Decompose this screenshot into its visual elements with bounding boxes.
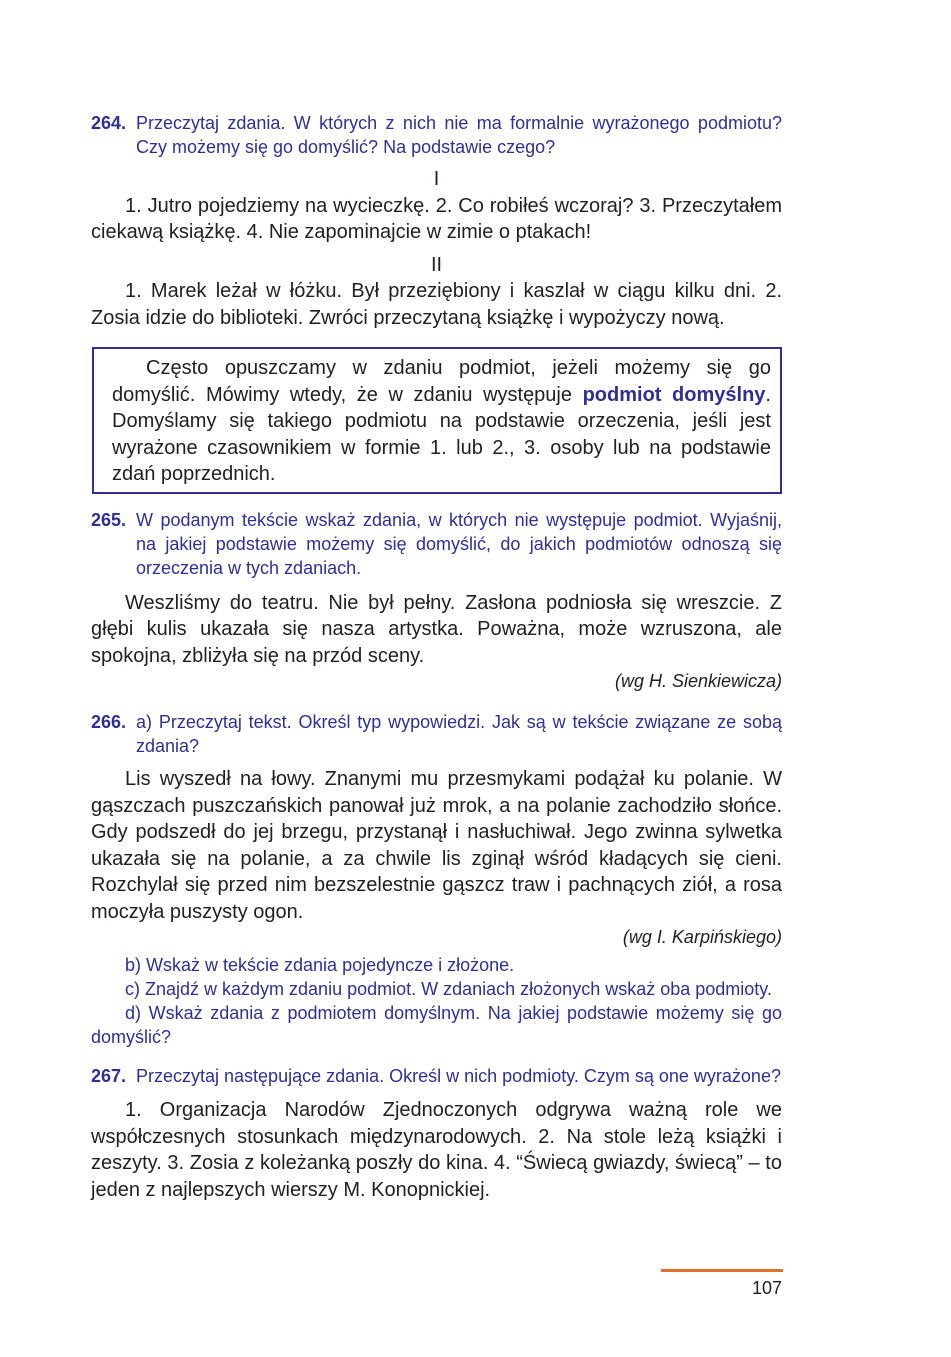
exercise-266-b: b) Wskaż w tekście zdania pojedyncze i złożone. — [125, 955, 515, 975]
passage-source: (wg H. Sienkiewicza) — [614, 671, 782, 691]
rule-highlight: podmiot domyślny — [582, 383, 766, 406]
exercise-text: a) Przeczytaj tekst. Określ typ wypowiedzi. Jak są w tekście związane ze sobą zdania? — [136, 712, 782, 756]
exercise-266-passage: Lis wyszedł na łowy. Znanymi mu przesmykami podążał ku polanie. W gąszczach puszczańskich panował już mrok, a na polanie zachodziło słońce. Gdy podszedł do jej brzegu, przystanął i nasłuchiwał. Jego zwinna sylwetka ukazała się na polanie, a za chwile lis zginął wśród kładących się cieni. Rozchylał się przed nim bezszelestnie gąszcz traw i pachnących ziół, a rosa moczyła puszysty ogon. — [91, 768, 782, 923]
exercise-265-passage: Weszliśmy do teatru. Nie był pełny. Zasłona podniosła się wreszcie. Z głębi kulis ukazała się nasza artystka. Poważna, może wzruszona, ale spokojna, zbliżyła się na przód sceny. — [91, 591, 782, 667]
exercise-265-instruction — [91, 508, 782, 580]
exercise-number: 265. — [91, 509, 127, 530]
exercise-264-sentences-ii: 1. Marek leżał w łóżku. Był przeziębiony i kaszlał w ciągu kilku dni. 2. Zosia idzie do biblioteki. Zwróci przeczytaną książkę i wypożyczy nową. — [91, 280, 782, 329]
exercise-267-instruction — [91, 1064, 782, 1088]
page-number: 107 — [751, 1278, 782, 1298]
exercise-264-instruction — [91, 111, 782, 159]
exercise-267-passage: 1. Organizacja Narodów Zjednoczonych odgrywa ważną role we współczesnych stosunkach międzynarodowych. 2. Na stole leżą książki i zeszyty. 3. Zosia z koleżanką poszły do kina. 4. “Świecą gwiazdy, świecą” – to jeden z najlepszych wierszy M. Konopnickiej. — [91, 1099, 782, 1201]
textbook-page — [91, 111, 782, 1203]
exercise-number: 264. — [91, 113, 127, 133]
section-label-ii: II — [430, 253, 443, 276]
exercise-number: 266. — [91, 712, 127, 732]
exercise-266-instruction — [91, 710, 782, 758]
rule-box — [92, 347, 782, 494]
exercise-266-c: c) Znajdź w każdym zdaniu podmiot. W zdaniach złożonych wskaż oba podmioty. — [125, 979, 772, 999]
passage-source: (wg I. Karpińskiego) — [622, 927, 782, 947]
exercise-266-d: d) Wskaż zdania z podmiotem domyślnym. Na jakiej podstawie możemy się go domyślić? — [91, 1003, 782, 1047]
exercise-number: 267. — [91, 1066, 127, 1086]
exercise-text: Przeczytaj następujące zdania. Określ w nich podmioty. Czym są one wyrażone? — [136, 1066, 781, 1086]
rule-text: Często opuszczamy w zdaniu podmiot, jeżeli możemy się go domyślić. Mówimy wtedy, że w zdaniu występuje podmiot domyślny. Domyślamy się takiego podmiotu na podstawie orzeczenia, jeśli jest wyrażone czasownikiem w formie 1. lub 2., 3. osoby lub na podstawie zdań poprzednich. — [112, 357, 771, 485]
exercise-text: W podanym tekście wskaż zdania, w których nie występuje podmiot. Wyjaśnij, na jakiej podstawie możemy się domyślić, do jakich podmiotów odnoszą się orzeczenia w tych zdaniach. — [136, 509, 782, 578]
exercise-264-sentences-i: 1. Jutro pojedziemy na wycieczkę. 2. Co robiłeś wczoraj? 3. Przeczytałem ciekawą książkę. 4. Nie zapominajcie w zimie o ptakach! — [91, 194, 782, 243]
section-label-i: I — [433, 168, 440, 190]
exercise-text: Przeczytaj zdania. W których z nich nie ma formalnie wyrażonego podmiotu? Czy możemy się go domyślić? Na podstawie czego? — [136, 113, 782, 157]
footer-divider — [661, 1269, 783, 1272]
